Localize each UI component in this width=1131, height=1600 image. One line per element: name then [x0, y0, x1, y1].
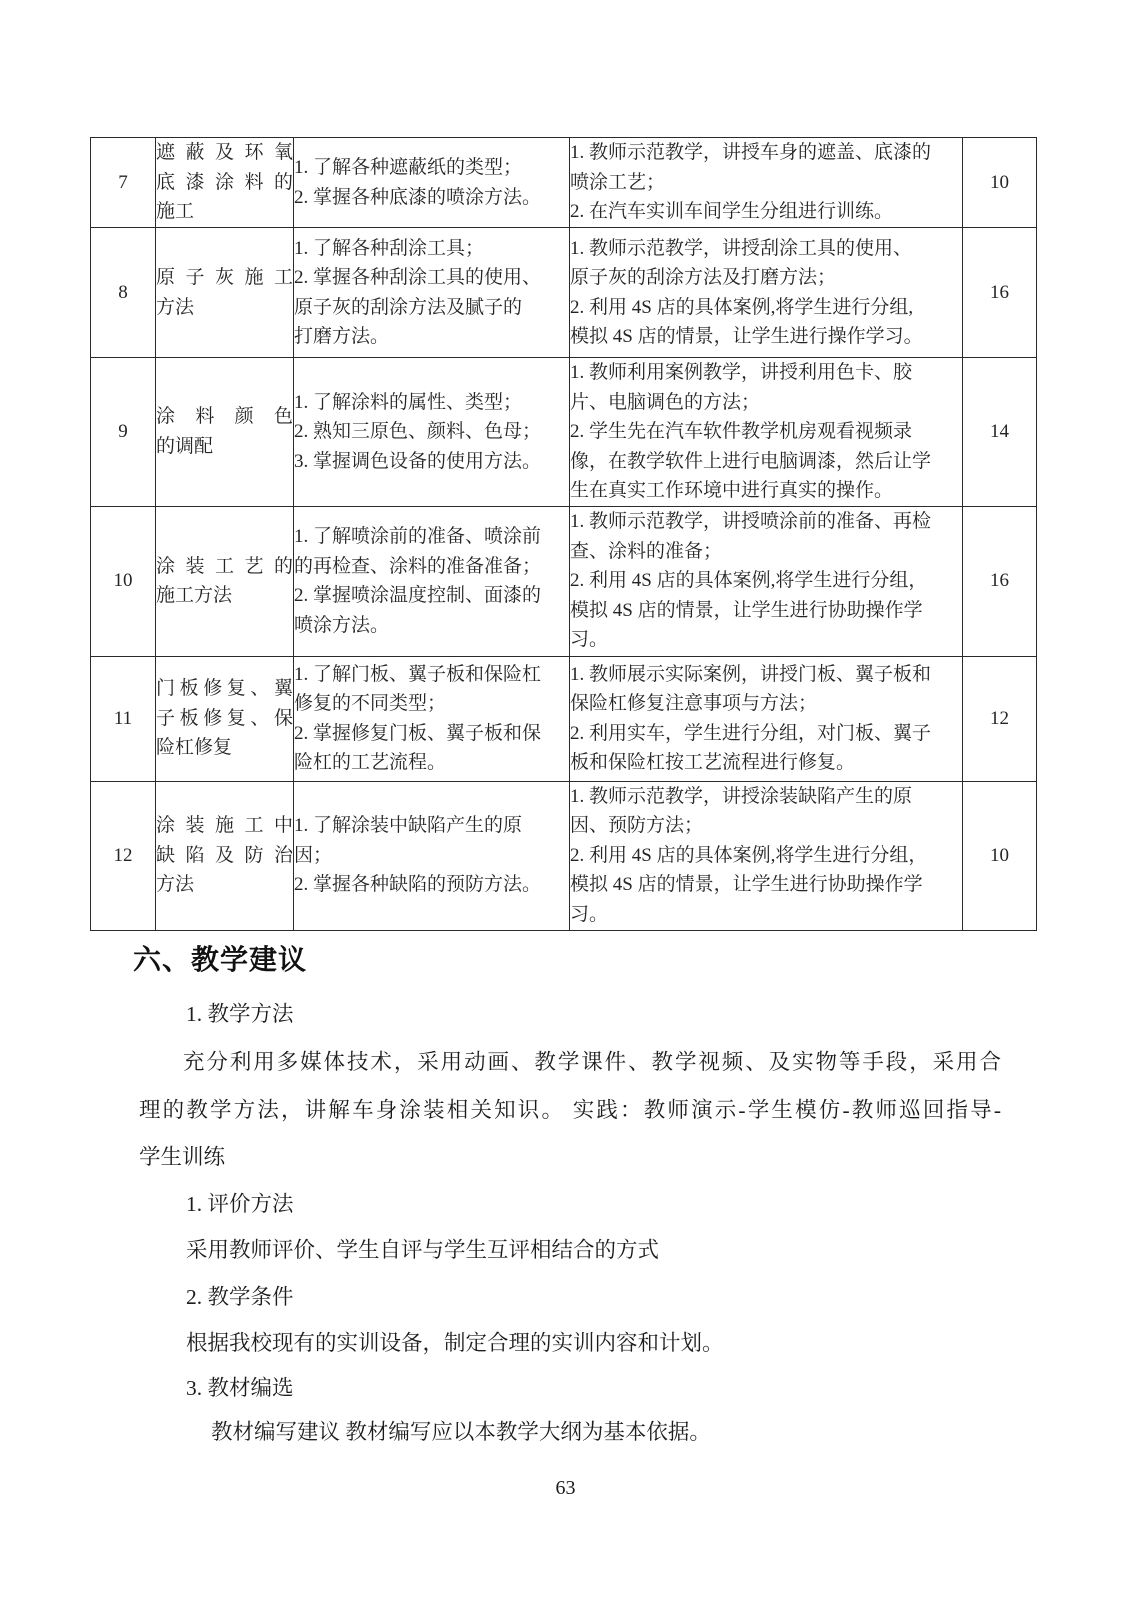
- item-textbook-selection: 3. 教材编选: [186, 1376, 294, 1400]
- table-row-9: [91, 358, 1037, 507]
- table-row-7: [91, 138, 1037, 228]
- table-row-8: [91, 228, 1037, 358]
- course-schedule-table: [90, 137, 1037, 931]
- row-7-methods: 1. 教师示范教学，讲授车身的遮盖、底漆的 喷涂工艺； 2. 在汽车实训车间学生分组进行训练。: [570, 138, 963, 228]
- row-12-topic: 涂装施工中 缺陷及防治 方法: [156, 781, 294, 930]
- table-row-11: [91, 656, 1037, 781]
- course-schedule-table-wrap: [90, 137, 1037, 931]
- row-12-objectives: 1. 了解涂装中缺陷产生的原 因； 2. 掌握各种缺陷的预防方法。: [294, 781, 570, 930]
- row-10-topic: 涂装工艺的 施工方法: [156, 506, 294, 656]
- row-9-methods: 1. 教师利用案例教学，讲授利用色卡、胶 片、电脑调色的方法； 2. 学生先在汽车软件教学机房观看视频录 像，在教学软件上进行电脑调漆，然后让学 生在真实工作环境中进行真实的操作。: [570, 358, 963, 507]
- evaluation-method-text: 采用教师评价、学生自评与学生互评相结合的方式: [186, 1238, 660, 1262]
- row-10-number: 10: [91, 506, 156, 656]
- item-teaching-conditions: 2. 教学条件: [186, 1285, 294, 1309]
- table-row-12: [91, 781, 1037, 930]
- row-10-methods: 1. 教师示范教学，讲授喷涂前的准备、再检 查、涂料的准备； 2. 利用 4S 店的具体案例,将学生进行分组， 模拟 4S 店的情景，让学生进行协助操作学 习。: [570, 506, 963, 656]
- item-evaluation-method: 1. 评价方法: [186, 1192, 294, 1216]
- row-10-objectives: 1. 了解喷涂前的准备、喷涂前 的再检查、涂料的准备准备； 2. 掌握喷涂温度控制、面漆的 喷涂方法。: [294, 506, 570, 656]
- page-number: 63: [555, 1477, 576, 1499]
- row-12-hours: 10: [963, 781, 1037, 930]
- row-9-objectives: 1. 了解涂料的属性、类型； 2. 熟知三原色、颜料、色母； 3. 掌握调色设备的使用方法。: [294, 358, 570, 507]
- row-8-hours: 16: [963, 228, 1037, 358]
- section-heading-teaching-suggestions: 六、教学建议: [133, 944, 308, 975]
- row-11-objectives: 1. 了解门板、翼子板和保险杠 修复的不同类型； 2. 掌握修复门板、翼子板和保 险杠的工艺流程。: [294, 656, 570, 781]
- teaching-conditions-text: 根据我校现有的实训设备，制定合理的实训内容和计划。: [186, 1331, 724, 1355]
- row-7-topic: 遮蔽及环氧 底漆涂料的 施工: [156, 138, 294, 228]
- row-11-number: 11: [91, 656, 156, 781]
- row-7-hours: 10: [963, 138, 1037, 228]
- row-8-methods: 1. 教师示范教学，讲授刮涂工具的使用、 原子灰的刮涂方法及打磨方法； 2. 利用 4S 店的具体案例,将学生进行分组, 模拟 4S 店的情景，让学生进行操作学习。: [570, 228, 963, 358]
- item-teaching-method: 1. 教学方法: [186, 1002, 294, 1026]
- row-12-number: 12: [91, 781, 156, 930]
- row-11-hours: 12: [963, 656, 1037, 781]
- row-11-topic: 门板修复、翼 子板修复、保 险杠修复: [156, 656, 294, 781]
- table-row-10: [91, 506, 1037, 656]
- textbook-selection-text: 教材编写建议 教材编写应以本教学大纲为基本依据。: [211, 1420, 711, 1444]
- row-9-topic: 涂料颜色 的调配: [156, 358, 294, 507]
- row-7-objectives: 1. 了解各种遮蔽纸的类型； 2. 掌握各种底漆的喷涂方法。: [294, 138, 570, 228]
- row-8-topic: 原子灰施工 方法: [156, 228, 294, 358]
- row-9-hours: 14: [963, 358, 1037, 507]
- row-12-methods: 1. 教师示范教学，讲授涂装缺陷产生的原 因、预防方法； 2. 利用 4S 店的具体案例,将学生进行分组， 模拟 4S 店的情景，让学生进行协助操作学 习。: [570, 781, 963, 930]
- teaching-method-paragraph: 充分利用多媒体技术，采用动画、教学课件、教学视频、及实物等手段，采用合 理的教学方法，讲解车身涂装相关知识。 实践：教师演示-学生模仿-教师巡回指导- 学生训练: [139, 1050, 1001, 1169]
- row-9-number: 9: [91, 358, 156, 507]
- row-11-methods: 1. 教师展示实际案例，讲授门板、翼子板和 保险杠修复注意事项与方法； 2. 利用实车，学生进行分组，对门板、翼子 板和保险杠按工艺流程进行修复。: [570, 656, 963, 781]
- row-7-number: 7: [91, 138, 156, 228]
- row-8-number: 8: [91, 228, 156, 358]
- row-10-hours: 16: [963, 506, 1037, 656]
- row-8-objectives: 1. 了解各种刮涂工具； 2. 掌握各种刮涂工具的使用、 原子灰的刮涂方法及腻子的 打磨方法。: [294, 228, 570, 358]
